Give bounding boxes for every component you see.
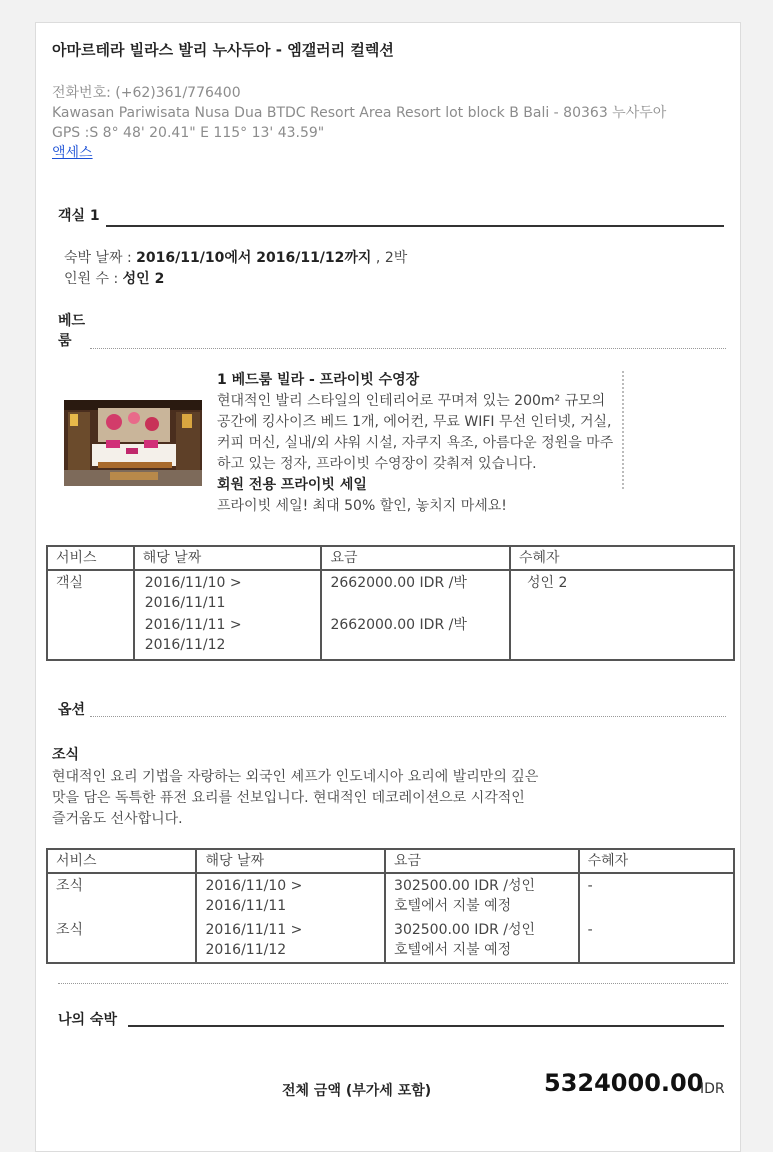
col-dates: 해당 날짜 [196, 849, 385, 873]
row-beneficiary: - [579, 918, 734, 963]
total-amount: 5324000.00 [544, 1069, 704, 1097]
booking-page [35, 22, 741, 1152]
col-beneficiary: 수혜자 [579, 849, 734, 873]
table-row [47, 570, 734, 660]
bedroom-heading: 베드룸 [58, 313, 86, 349]
room-heading: 객실 1 [58, 208, 100, 224]
payment-note: 호텔에서 지불 예정 [394, 942, 512, 958]
hotel-gps: GPS :S 8° 48' 20.41" E 115° 13' 43.59" [52, 125, 325, 141]
stay-info [64, 248, 407, 290]
stay-nights: , 2박 [375, 250, 408, 266]
table-row [47, 873, 734, 918]
options-heading: 옵션 [58, 702, 86, 718]
col-beneficiary: 수혜자 [510, 546, 734, 570]
breakfast-description: 현대적인 요리 기법을 자랑하는 외국인 셰프가 인도네시아 요리에 발리만의 깊은 맛을 담은 독특한 퓨전 요리를 선보입니다. 현대적인 데코레이션으로 시각적인 즐거움도 선사합니다. [52, 769, 539, 827]
summary-divider [58, 983, 728, 984]
date-range: 2016/11/10 > 2016/11/11 [144, 575, 242, 611]
summary-heading: 나의 숙박 [58, 1012, 117, 1028]
hotel-phone: 전화번호: (+62)361/776400 [52, 85, 241, 101]
row-price [321, 570, 510, 660]
total-label: 전체 금액 (부가세 포함) [282, 1083, 432, 1099]
hotel-address: Kawasan Pariwisata Nusa Dua BTDC Resort Area Resort lot block B Bali - 80363 누사두아 [52, 105, 667, 121]
col-dates: 해당 날짜 [134, 546, 322, 570]
price: 2662000.00 IDR /박 [330, 617, 467, 633]
hotel-name: 아마르테라 빌라스 발리 누사두아 - 엠갤러리 컬렉션 [52, 41, 394, 59]
row-price [385, 873, 579, 918]
price: 302500.00 IDR /성인 [394, 878, 536, 894]
description-divider [622, 371, 624, 489]
row-beneficiary: 성인 2 [510, 570, 734, 660]
guests-value: 성인 2 [122, 271, 165, 287]
room-photo [64, 400, 202, 486]
col-price: 요금 [321, 546, 510, 570]
summary-heading-rule [128, 1025, 724, 1027]
offer-text: 프라이빗 세일! 최대 50% 할인, 놓치지 마세요! [217, 498, 507, 514]
col-service: 서비스 [47, 546, 134, 570]
row-service: 객실 [47, 570, 134, 660]
access-link[interactable]: 액세스 [52, 145, 93, 161]
options-price-table [46, 848, 735, 964]
row-dates [134, 570, 322, 660]
villa-bedroom-image [64, 400, 202, 486]
room-price-table [46, 545, 735, 661]
row-beneficiary: - [579, 873, 734, 918]
room-type-desc: 현대적인 발리 스타일의 인테리어로 꾸며져 있는 200m² 규모의 공간에 킹사이즈 베드 1개, 에어컨, 무료 WIFI 무선 인터넷, 거실, 커피 머신, 실내/외 샤워 시설, 자쿠지 욕조, 아름다운 정원을 마주하고 있는 정자, 프라이빗 수영장이 갖춰져 있습니다. [217, 393, 614, 472]
stay-dates-value: 2016/11/10에서 2016/11/12까지 [136, 250, 372, 266]
room-heading-rule [106, 225, 724, 227]
price: 302500.00 IDR /성인 [394, 922, 536, 938]
offer-title: 회원 전용 프라이빗 세일 [217, 477, 367, 493]
row-dates: 2016/11/10 > 2016/11/11 [196, 873, 385, 918]
breakfast-title: 조식 [52, 747, 80, 763]
table-row [47, 918, 734, 963]
col-price: 요금 [385, 849, 579, 873]
date-range: 2016/11/11 > 2016/11/12 [144, 617, 242, 653]
row-dates: 2016/11/11 > 2016/11/12 [196, 918, 385, 963]
stay-dates-label: 숙박 날짜 : [64, 250, 132, 266]
options-heading-rule [90, 716, 726, 717]
guests-label: 인원 수 : [64, 271, 119, 287]
price: 2662000.00 IDR /박 [330, 575, 467, 591]
col-service: 서비스 [47, 849, 196, 873]
room-description [217, 370, 617, 517]
payment-note: 호텔에서 지불 예정 [394, 898, 512, 914]
room-type-title: 1 베드룸 빌라 - 프라이빗 수영장 [217, 372, 420, 388]
hotel-contact [52, 83, 666, 163]
bedroom-heading-rule [90, 348, 726, 349]
row-price [385, 918, 579, 963]
row-service: 조식 [47, 873, 196, 918]
row-service: 조식 [47, 918, 196, 963]
total-currency: IDR [700, 1081, 725, 1097]
